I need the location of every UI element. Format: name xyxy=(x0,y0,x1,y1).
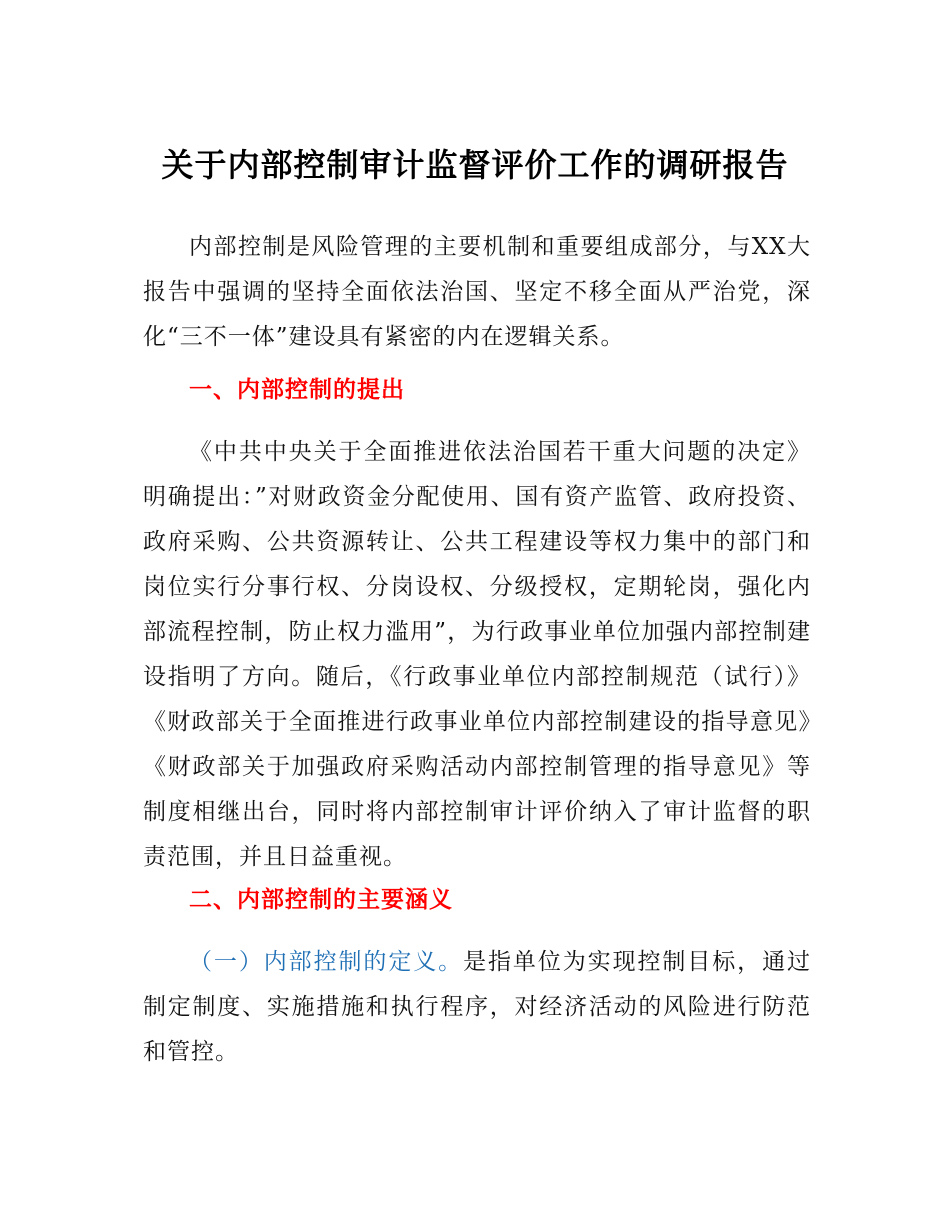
section-heading-1: 一、内部控制的提出 xyxy=(189,377,405,403)
document-title: 关于内部控制审计监督评价工作的调研报告 xyxy=(161,146,789,184)
section-heading-2: 二、内部控制的主要涵义 xyxy=(189,887,453,913)
subsection-paragraph-1 xyxy=(143,940,811,1075)
subsection-label-1: （一）内部控制的定义。 xyxy=(189,949,464,975)
intro-paragraph: 内部控制是风险管理的主要机制和重要组成部分，与XX大报告中强调的坚持全面依法治国、坚定不移全面从严治党，深化“三不一体”建设具有紧密的内在逻辑关系。 xyxy=(143,234,811,350)
section1-paragraph: 《中共中央关于全面推进依法治国若干重大问题的决定》明确提出：”对财政资金分配使用、国有资产监管、政府投资、政府采购、公共资源转让、公共工程建设等权力集中的部门和岗位实行分事行权、分岗设权、分级授权，定期轮岗，强化内部流程控制，防止权力滥用”，为行政事业单位加强内部控制建设指明了方向。随后，《行政事业单位内部控制规范（试行）》《财政部关于全面推进行政事业单位内部控制建设的指导意见》《财政部关于加强政府采购活动内部控制管理的指导意见》等制度相继出台，同时将内部控制审计评价纳入了审计监督的职责范围，并且日益重视。 xyxy=(143,439,811,870)
subsection-text-1: 是指单位为实现控制目标，通过制定制度、实施措施和执行程序，对经济活动的风险进行防范和管控。 xyxy=(143,949,812,1065)
